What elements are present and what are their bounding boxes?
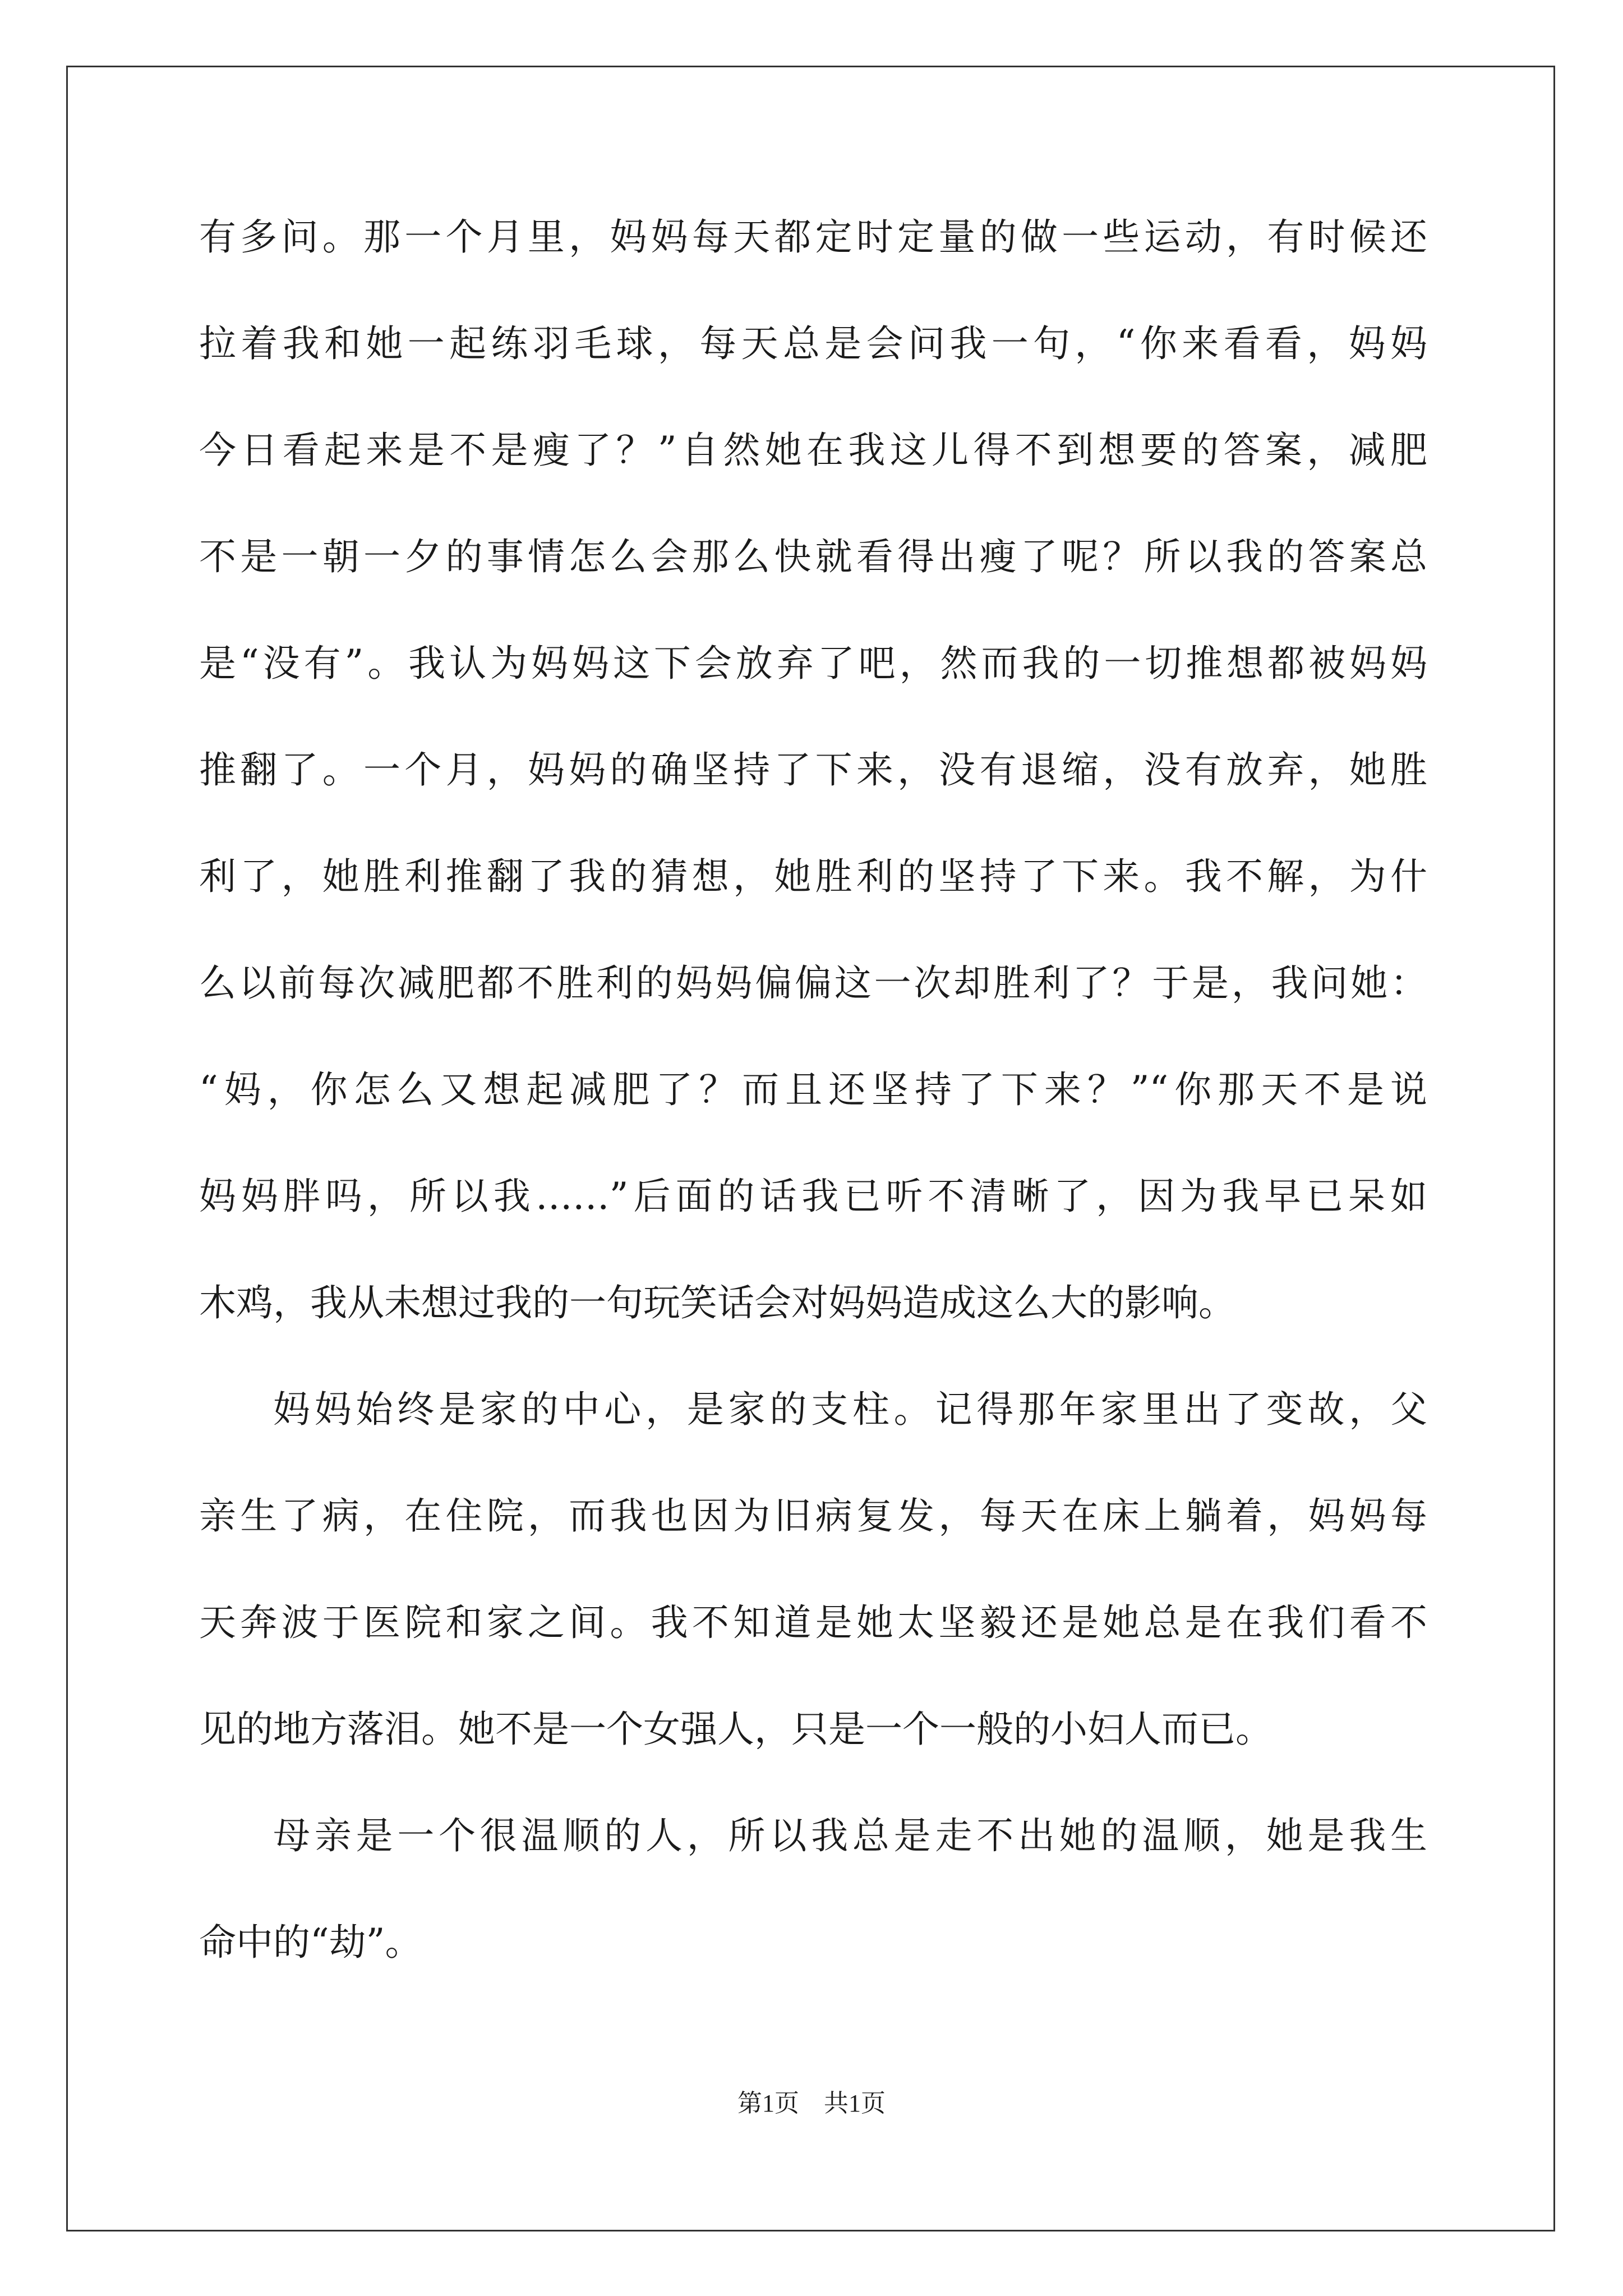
text-line: 见的地方落泪。她不是一个女强人，只是一个一般的小妇人而已。 xyxy=(199,1708,1272,1751)
text-line: 妈妈始终是家的中心，是家的支柱。记得那年家里出了变故，父 xyxy=(273,1388,1427,1431)
text-line: 妈妈胖吗，所以我……”后面的话我已听不清晰了，因为我早已呆如 xyxy=(199,1175,1427,1218)
text-line: 天奔波于医院和家之间。我不知道是她太坚毅还是她总是在我们看不 xyxy=(199,1601,1427,1644)
document-body xyxy=(199,210,1427,2022)
text-line: “妈，你怎么又想起减肥了？而且还坚持了下来？”“你那天不是说 xyxy=(199,1068,1427,1111)
text-line: 木鸡，我从未想过我的一句玩笑话会对妈妈造成这么大的影响。 xyxy=(199,1281,1235,1324)
text-line: 推翻了。一个月，妈妈的确坚持了下来，没有退缩，没有放弃，她胜 xyxy=(199,748,1427,792)
text-line: 是“没有”。我认为妈妈这下会放弃了吧，然而我的一切推想都被妈妈 xyxy=(199,642,1427,685)
text-line: 拉着我和她一起练羽毛球，每天总是会问我一句，“你来看看，妈妈 xyxy=(199,322,1427,365)
text-line: 么以前每次减肥都不胜利的妈妈偏偏这一次却胜利了？于是，我问她： xyxy=(199,961,1427,1005)
page-number: 第1页 共1页 xyxy=(737,2090,886,2117)
text-line: 亲生了病，在住院，而我也因为旧病复发，每天在床上躺着，妈妈每 xyxy=(199,1494,1427,1538)
text-line: 命中的“劫”。 xyxy=(199,1921,422,1964)
text-line: 不是一朝一夕的事情怎么会那么快就看得出瘦了呢？所以我的答案总 xyxy=(199,535,1427,578)
text-line: 今日看起来是不是瘦了？”自然她在我这儿得不到想要的答案，减肥 xyxy=(199,429,1427,472)
text-line: 有多问。那一个月里，妈妈每天都定时定量的做一些运动，有时候还 xyxy=(199,215,1427,259)
text-line: 母亲是一个很温顺的人，所以我总是走不出她的温顺，她是我生 xyxy=(273,1814,1427,1857)
text-line: 利了，她胜利推翻了我的猜想，她胜利的坚持了下来。我不解，为什 xyxy=(199,855,1427,898)
